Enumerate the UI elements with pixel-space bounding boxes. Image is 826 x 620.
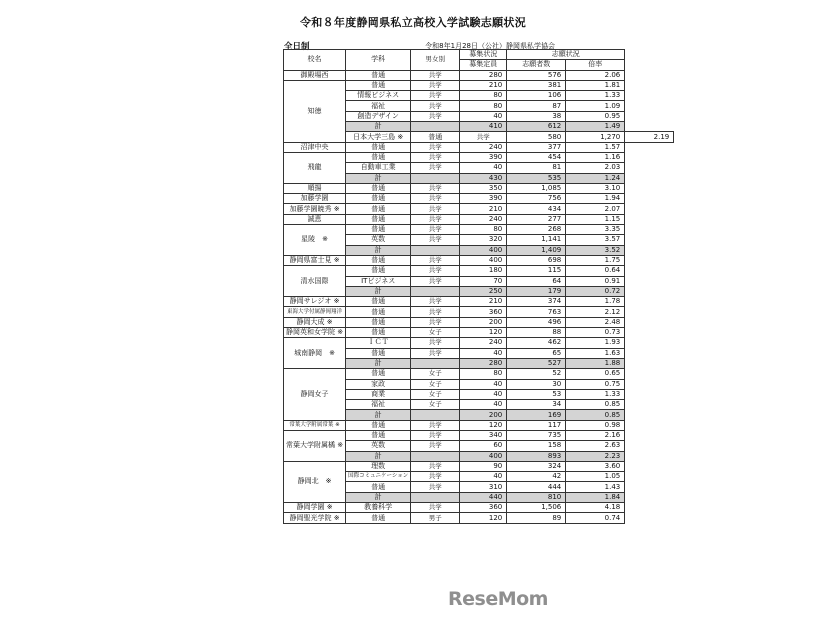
school-name-cell: 御殿場西 [284,70,346,80]
rate-cell: 0.75 [566,379,625,389]
rate-cell: 1.84 [566,492,625,502]
rate-cell: 2.23 [566,451,625,461]
gender-cell: 共学 [411,91,460,101]
applicants-cell: 42 [507,472,566,482]
capacity-cell: 240 [460,142,507,152]
rate-cell: 1.15 [566,214,625,224]
document-title: 令和８年度静岡県私立高校入学試験志願状況 [300,16,526,29]
table-row [284,266,674,276]
gender-cell: 共学 [411,111,460,121]
dept-cell: 普通 [346,307,411,317]
dept-cell: 普通 [346,420,411,430]
applicants-cell: 698 [507,255,566,265]
dept-cell: 商業 [346,389,411,399]
capacity-cell: 40 [460,400,507,410]
applicants-cell: 324 [507,461,566,471]
application-status-table [283,49,674,524]
applicants-cell: 179 [507,286,566,296]
capacity-cell: 80 [460,91,507,101]
rate-cell: 3.52 [566,245,625,255]
header-recruit-group: 募集状況 [460,50,507,60]
gender-cell: 共学 [411,441,460,451]
applicants-cell: 169 [507,410,566,420]
applicants-cell: 434 [507,204,566,214]
rate-cell: 1.78 [566,297,625,307]
capacity-cell: 350 [460,183,507,193]
capacity-cell: 210 [460,204,507,214]
capacity-cell: 400 [460,245,507,255]
capacity-cell: 40 [460,348,507,358]
applicants-cell: 81 [507,163,566,173]
capacity-cell: 390 [460,152,507,162]
capacity-cell: 120 [460,328,507,338]
dept-cell: 計 [346,122,411,132]
gender-cell: 共学 [411,204,460,214]
rate-cell: 0.74 [566,513,625,523]
gender-cell: 共学 [411,101,460,111]
dept-cell: 普通 [346,70,411,80]
gender-cell: 共学 [411,80,460,90]
school-name-cell: 誠恵 [284,214,346,224]
rate-cell: 1.24 [566,173,625,183]
gender-cell [411,410,460,420]
dept-cell: 普通 [346,317,411,327]
school-name-cell: 清水国際 [284,266,346,297]
rate-cell: 1.57 [566,142,625,152]
rate-cell: 2.12 [566,307,625,317]
gender-cell: 共学 [411,430,460,440]
rate-cell: 0.72 [566,286,625,296]
applicants-cell: 89 [507,513,566,523]
capacity-cell: 80 [460,225,507,235]
dept-cell: 普通 [346,482,411,492]
capacity-cell: 40 [460,389,507,399]
applicants-cell: 1,409 [507,245,566,255]
gender-cell: 共学 [411,461,460,471]
applicants-cell: 115 [507,266,566,276]
school-name-cell: 城南静岡 ※ [284,338,346,369]
applicants-cell: 377 [507,142,566,152]
school-name-cell: 知徳 [284,80,346,142]
capacity-cell: 120 [460,420,507,430]
applicants-cell: 1,141 [507,235,566,245]
gender-cell: 共学 [411,297,460,307]
table-row [284,204,674,214]
applicants-cell: 735 [507,430,566,440]
school-name-cell: 加藤学園 [284,194,346,204]
capacity-cell: 240 [460,214,507,224]
dept-cell: 普通 [346,225,411,235]
rate-cell: 2.19 [625,132,674,142]
applicants-cell: 1,506 [507,503,566,513]
applicants-cell: 1,085 [507,183,566,193]
school-name-cell: 静岡県富士見 ※ [284,255,346,265]
gender-cell: 共学 [411,235,460,245]
applicants-cell: 535 [507,173,566,183]
table-row [284,307,674,317]
dept-cell: 計 [346,173,411,183]
gender-cell [411,358,460,368]
dept-cell: 普通 [346,255,411,265]
rate-cell: 3.10 [566,183,625,193]
table-row [284,152,674,162]
school-name-cell: 常葉大学附属橘 ※ [284,430,346,461]
school-name-cell: 沼津中央 [284,142,346,152]
rate-cell: 0.85 [566,400,625,410]
dept-cell: 普通 [346,183,411,193]
dept-cell: 普通 [346,266,411,276]
header-school: 校名 [284,50,346,71]
dept-cell: ＩＣＴ [346,338,411,348]
capacity-cell: 340 [460,430,507,440]
capacity-cell: 250 [460,286,507,296]
gender-cell [411,451,460,461]
header-applicants: 志願者数 [507,60,566,70]
school-name-cell: 静岡英和女学院 ※ [284,328,346,338]
dept-cell: 理数 [346,461,411,471]
dept-cell: 国際コミュニケーション [346,472,411,482]
applicants-cell: 612 [507,122,566,132]
watermark-logo: ReseMom [448,588,548,610]
rate-cell: 1.63 [566,348,625,358]
gender-cell: 共学 [411,482,460,492]
table-body [284,70,674,523]
gender-cell: 女子 [411,379,460,389]
table-row [284,297,674,307]
applicants-cell: 763 [507,307,566,317]
applicants-cell: 756 [507,194,566,204]
gender-cell: 共学 [411,183,460,193]
school-name-cell: 加藤学園暁秀 ※ [284,204,346,214]
capacity-cell: 40 [460,163,507,173]
rate-cell: 3.57 [566,235,625,245]
gender-cell: 男子 [411,513,460,523]
capacity-cell: 60 [460,441,507,451]
dept-cell: 計 [346,245,411,255]
gender-cell: 女子 [411,400,460,410]
rate-cell: 2.06 [566,70,625,80]
rate-cell: 1.05 [566,472,625,482]
dept-cell: 福祉 [346,101,411,111]
rate-cell: 2.63 [566,441,625,451]
rate-cell: 0.98 [566,420,625,430]
school-name-cell: 常葉大学附属常葉 ※ [284,420,346,430]
table-row [284,461,674,471]
table-row [284,194,674,204]
applicants-cell: 64 [507,276,566,286]
table-row [284,430,674,440]
gender-cell: 共学 [411,142,460,152]
capacity-cell: 200 [460,410,507,420]
rate-cell: 1.16 [566,152,625,162]
applicants-cell: 87 [507,101,566,111]
applicants-cell: 527 [507,358,566,368]
gender-cell: 共学 [411,163,460,173]
capacity-cell: 40 [460,111,507,121]
capacity-cell: 280 [460,358,507,368]
applicants-cell: 576 [507,70,566,80]
dept-cell: 普通 [346,513,411,523]
table-row [284,513,674,523]
table-row [284,142,674,152]
capacity-cell: 390 [460,194,507,204]
applicants-cell: 496 [507,317,566,327]
capacity-cell: 210 [460,297,507,307]
gender-cell: 共学 [411,214,460,224]
school-name-cell: 順揚 [284,183,346,193]
dept-cell: 家政 [346,379,411,389]
gender-cell: 共学 [411,317,460,327]
gender-cell [411,122,460,132]
rate-cell: 1.09 [566,101,625,111]
table-row [284,338,674,348]
school-name-cell: 静岡サレジオ ※ [284,297,346,307]
dept-cell: 普通 [346,328,411,338]
applicants-cell: 30 [507,379,566,389]
gender-cell: 共学 [411,472,460,482]
gender-cell: 女子 [411,369,460,379]
rate-cell: 0.91 [566,276,625,286]
rate-cell: 0.95 [566,111,625,121]
dept-cell: 計 [346,492,411,502]
date-source: 令和8年1月28日（公社）静岡県私学協会 [425,42,555,50]
capacity-cell: 80 [460,101,507,111]
table-row [284,317,674,327]
capacity-cell: 210 [460,80,507,90]
dept-cell: ITビジネス [346,276,411,286]
rate-cell: 1.94 [566,194,625,204]
applicants-cell: 38 [507,111,566,121]
capacity-cell: 320 [460,235,507,245]
dept-cell: 計 [346,286,411,296]
rate-cell: 0.65 [566,369,625,379]
table-row [284,255,674,265]
rate-cell: 2.48 [566,317,625,327]
rate-cell: 1.93 [566,338,625,348]
dept-cell: 英数 [346,235,411,245]
dept-cell: 教養科学 [346,503,411,513]
applicants-cell: 893 [507,451,566,461]
header-gender: 男女別 [411,50,460,71]
header-apply-group: 志願状況 [507,50,625,60]
applicants-cell: 158 [507,441,566,451]
dept-cell: 普通 [346,430,411,440]
capacity-cell: 40 [460,379,507,389]
capacity-cell: 360 [460,307,507,317]
capacity-cell: 70 [460,276,507,286]
table-row [284,70,674,80]
school-name-cell: 静岡大成 ※ [284,317,346,327]
gender-cell: 共学 [411,225,460,235]
rate-cell: 3.35 [566,225,625,235]
school-name-cell: 飛龍 [284,152,346,183]
gender-cell: 共学 [460,132,507,142]
header-rate: 倍率 [566,60,625,70]
dept-cell: 普通 [346,214,411,224]
rate-cell: 3.60 [566,461,625,471]
gender-cell: 共学 [411,503,460,513]
gender-cell: 共学 [411,266,460,276]
gender-cell [411,173,460,183]
rate-cell: 2.16 [566,430,625,440]
applicants-cell: 374 [507,297,566,307]
applicants-cell: 53 [507,389,566,399]
capacity-cell: 410 [460,122,507,132]
applicants-cell: 52 [507,369,566,379]
applicants-cell: 462 [507,338,566,348]
capacity-cell: 440 [460,492,507,502]
dept-cell: 普通 [346,142,411,152]
dept-cell: 普通 [411,132,460,142]
dept-cell: 英数 [346,441,411,451]
capacity-cell: 400 [460,451,507,461]
dept-cell: 計 [346,451,411,461]
capacity-cell: 40 [460,472,507,482]
dept-cell: 計 [346,410,411,420]
gender-cell: 共学 [411,420,460,430]
applicants-cell: 65 [507,348,566,358]
capacity-cell: 360 [460,503,507,513]
dept-cell: 自動車工業 [346,163,411,173]
dept-cell: 普通 [346,152,411,162]
school-name-cell: 星陵 ※ [284,225,346,256]
applicants-cell: 117 [507,420,566,430]
dept-cell: 創造デザイン [346,111,411,121]
school-name-cell: 静岡女子 [284,369,346,420]
rate-cell: 1.88 [566,358,625,368]
table-row [284,503,674,513]
gender-cell: 共学 [411,348,460,358]
applicants-cell: 88 [507,328,566,338]
capacity-cell: 240 [460,338,507,348]
rate-cell: 1.75 [566,255,625,265]
gender-cell: 共学 [411,255,460,265]
gender-cell [411,286,460,296]
table-row [284,183,674,193]
gender-cell: 共学 [411,276,460,286]
rate-cell: 0.73 [566,328,625,338]
capacity-cell: 430 [460,173,507,183]
rate-cell: 2.07 [566,204,625,214]
dept-cell: 普通 [346,194,411,204]
capacity-cell: 280 [460,70,507,80]
rate-cell: 1.33 [566,389,625,399]
section-label: 全日制 [284,42,310,52]
applicants-cell: 106 [507,91,566,101]
dept-cell: 福祉 [346,400,411,410]
capacity-cell: 80 [460,369,507,379]
applicants-cell: 381 [507,80,566,90]
table-row [284,420,674,430]
header-dept: 学科 [346,50,411,71]
capacity-cell: 180 [460,266,507,276]
gender-cell: 共学 [411,338,460,348]
capacity-cell: 400 [460,255,507,265]
table-row [284,214,674,224]
applicants-cell: 444 [507,482,566,492]
dept-cell: 普通 [346,348,411,358]
dept-cell: 情報ビジネス [346,91,411,101]
header-capacity: 募集定員 [460,60,507,70]
school-name-cell: 静岡北 ※ [284,461,346,502]
table-row [284,328,674,338]
rate-cell: 1.81 [566,80,625,90]
capacity-cell: 310 [460,482,507,492]
school-name-cell: 日本大学三島 ※ [346,132,411,142]
school-name-cell: 東海大学付属静岡翔洋 [284,307,346,317]
gender-cell: 共学 [411,70,460,80]
capacity-cell: 120 [460,513,507,523]
gender-cell [411,492,460,502]
gender-cell: 共学 [411,307,460,317]
dept-cell: 普通 [346,204,411,214]
school-name-cell: 静岡聖光学院 ※ [284,513,346,523]
dept-cell: 普通 [346,80,411,90]
applicants-cell: 1,270 [566,132,625,142]
applicants-cell: 277 [507,214,566,224]
gender-cell: 女子 [411,328,460,338]
table-row [284,225,674,235]
table-row [284,80,674,90]
gender-cell: 共学 [411,194,460,204]
capacity-cell: 580 [507,132,566,142]
dept-cell: 計 [346,358,411,368]
applicants-cell: 454 [507,152,566,162]
table-row [284,369,674,379]
school-name-cell: 静岡学園 ※ [284,503,346,513]
rate-cell: 1.43 [566,482,625,492]
rate-cell: 4.18 [566,503,625,513]
rate-cell: 1.49 [566,122,625,132]
rate-cell: 0.85 [566,410,625,420]
applicants-cell: 268 [507,225,566,235]
dept-cell: 普通 [346,369,411,379]
dept-cell: 普通 [346,297,411,307]
rate-cell: 0.64 [566,266,625,276]
gender-cell: 女子 [411,389,460,399]
gender-cell [411,245,460,255]
applicants-cell: 810 [507,492,566,502]
gender-cell: 共学 [411,152,460,162]
capacity-cell: 90 [460,461,507,471]
rate-cell: 1.33 [566,91,625,101]
rate-cell: 2.03 [566,163,625,173]
applicants-cell: 34 [507,400,566,410]
capacity-cell: 200 [460,317,507,327]
